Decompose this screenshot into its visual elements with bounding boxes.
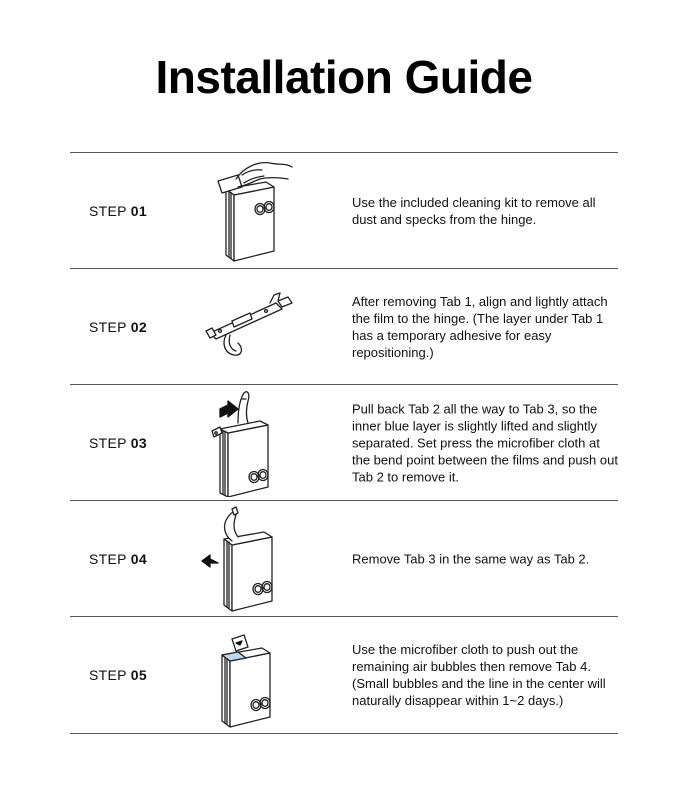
step-number: 03 xyxy=(130,434,147,451)
step-number: 04 xyxy=(130,550,147,567)
steps-list xyxy=(70,152,618,734)
step-label-05 xyxy=(89,667,147,683)
step-description-04: Remove Tab 3 in the same way as Tab 2. xyxy=(352,551,590,566)
remove-tab-icon xyxy=(198,505,298,613)
step-number: 01 xyxy=(130,202,147,219)
step-number: 05 xyxy=(130,667,147,683)
step-description-02: After removing Tab 1, align and lightly attach the film to the hinge. (The layer under Tab 1 has a temporary adhesive for easy repositioning.) xyxy=(352,293,608,360)
step-row-02 xyxy=(70,268,618,384)
step-description-03: Pull back Tab 2 all the way to Tab 3, so the inner blue layer is slightly lifted and slightly separated. Set press the microfiber cloth at the bend point between the films and push out Tab 2 to remove it. xyxy=(352,401,618,484)
step-word: STEP xyxy=(89,667,127,683)
step-label-02 xyxy=(89,319,147,335)
step-label-03 xyxy=(89,435,147,451)
step-word: STEP xyxy=(89,434,127,451)
step-row-04 xyxy=(70,500,618,616)
step-row-03 xyxy=(70,384,618,500)
step-label-04 xyxy=(89,551,147,567)
push-bubbles-icon xyxy=(198,621,298,729)
step-word: STEP xyxy=(89,318,127,335)
wipe-hinge-icon xyxy=(198,157,298,265)
step-description-05: Use the microfiber cloth to push out the remaining air bubbles then remove Tab 4. (Small bubbles and the line in the center will naturally disappear within 1~2 days.) xyxy=(352,642,606,708)
step-row-05 xyxy=(70,616,618,734)
step-word: STEP xyxy=(89,202,127,219)
page-title: Installation Guide xyxy=(155,51,533,103)
film-align-icon xyxy=(198,273,298,381)
step-word: STEP xyxy=(89,550,127,567)
step-label-01 xyxy=(89,203,147,219)
step-row-01 xyxy=(70,152,618,268)
pull-tab-icon xyxy=(198,389,298,497)
step-number: 02 xyxy=(130,318,147,335)
step-description-01: Use the included cleaning kit to remove all dust and specks from the hinge. xyxy=(352,194,596,227)
